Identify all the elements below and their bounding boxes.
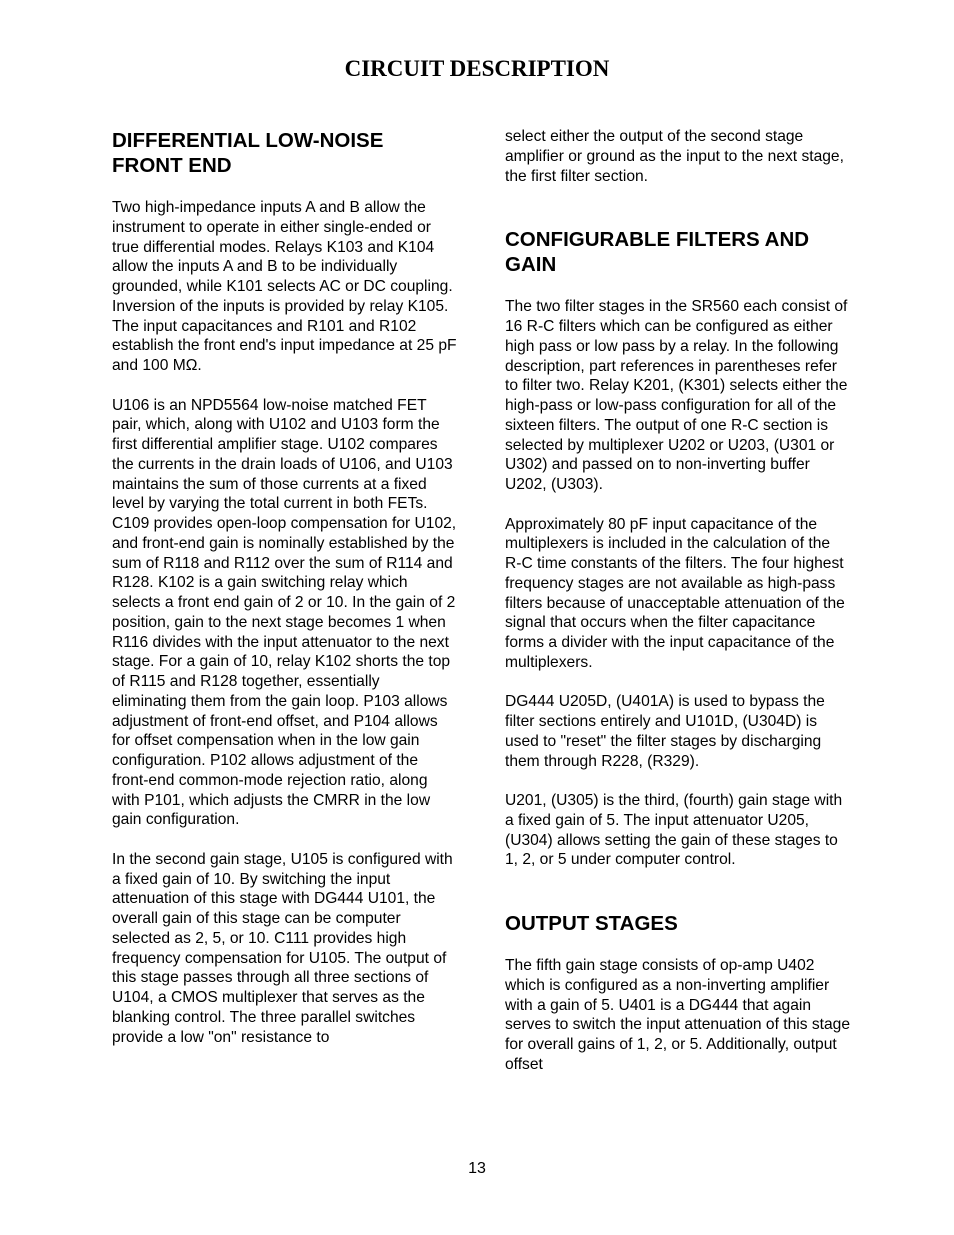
section-heading-filters: CONFIGURABLE FILTERS AND GAIN bbox=[505, 228, 810, 277]
right-column bbox=[505, 127, 850, 1075]
paragraph: The fifth gain stage consists of op-amp U402 which is configured as a non-inverting amplifier with a gain of 5. U401 is a DG444 that again serves to switch the input attenuation of this stage for overall gains of 1, 2, or 5. Additionally, output offset bbox=[505, 957, 850, 1073]
paragraph: DG444 U205D, (U401A) is used to bypass the filter sections entirely and U101D, (U304D) is used to "reset" the filter stages by discharging them through R228, (R329). bbox=[505, 693, 825, 770]
paragraph: Approximately 80 pF input capacitance of the multiplexers is included in the calculation of the R-C time constants of the filters. The four highest frequency stages are not available as high-pass filters because of unacceptable attenuation of the signal that occurs when the filter capacitance forms a divider with the input capacitance of the multiplexers. bbox=[505, 515, 845, 671]
left-column bbox=[112, 128, 457, 1047]
paragraph: U201, (U305) is the third, (fourth) gain stage with a fixed gain of 5. The input attenuator U205, (U304) allows setting the gain of these stages to 1, 2, or 5 under computer control. bbox=[505, 792, 843, 869]
section-configurable-filters bbox=[505, 227, 850, 870]
paragraph: U106 is an NPD5564 low-noise matched FET pair, which, along with U102 and U103 form the first differential amplifier stage. U102 compares the currents in the drain loads of U106, and U103 maintains the sum of those currents at a fixed level by varying the total current in both FETs. C109 provides open-loop compensation for U102, and front-end gain is nominally established by the sum of R118 and R112 over the sum of R114 and R128. K102 is a gain switching relay which selects a front end gain of 2 or 10. In the gain of 2 position, gain to the next stage becomes 1 when R116 divides with the input attenuator to the next stage. For a gain of 10, relay K102 shorts the top of R115 and R128 together, essentially eliminating them from the gain loop. P103 allows adjustment of front-end offset, and P104 allows for offset compensation when in the low gain configuration. P102 allows adjustment of the front-end common-mode rejection ratio, along with P101, which adjusts the CMRR in the low gain configuration. bbox=[112, 396, 457, 829]
page-title: CIRCUIT DESCRIPTION bbox=[344, 56, 610, 81]
paragraph-continued: select either the output of the second stage amplifier or ground as the input to the next stage, the first filter section. bbox=[505, 128, 844, 185]
paragraph: The two filter stages in the SR560 each consist of 16 R-C filters which can be configured as either high pass or low pass by a relay. In the following description, part references in parentheses refer to filter two. Relay K201, (K301) selects either the high-pass or low-pass configuration for all of the sixteen filters. The output of one R-C section is selected by multiplexer U202 or U203, (U301 or U302) and passed on to non-inverting buffer U202, (U303). bbox=[505, 298, 848, 493]
page-number: 13 bbox=[468, 1160, 486, 1177]
paragraph: In the second gain stage, U105 is configured with a fixed gain of 10. By switching the input attenuation of this stage with DG444 U101, the overall gain of this stage can be computer selected as 2, 5, or 10. C111 provides high frequency compensation for U105. The output of this stage passes through all three sections of U104, a CMOS multiplexer that serves as the blanking control. The three parallel switches provide a low "on" resistance to bbox=[112, 850, 453, 1046]
section-heading-front-end: DIFFERENTIAL LOW-NOISE FRONT END bbox=[112, 129, 384, 177]
section-heading-output: OUTPUT STAGES bbox=[505, 912, 678, 935]
section-output-stages bbox=[505, 911, 850, 1075]
paragraph: Two high-impedance inputs A and B allow the instrument to operate in either single-ended or true differential modes. Relays K103 and K104 allow the inputs A and B to be individually grounded, while K101 selects AC or DC coupling. Inversion of the inputs is provided by relay K105. The input capacitances and R101 and R102 establish the front end's input impedance at 25 pF and 100 MΩ. bbox=[112, 199, 457, 374]
